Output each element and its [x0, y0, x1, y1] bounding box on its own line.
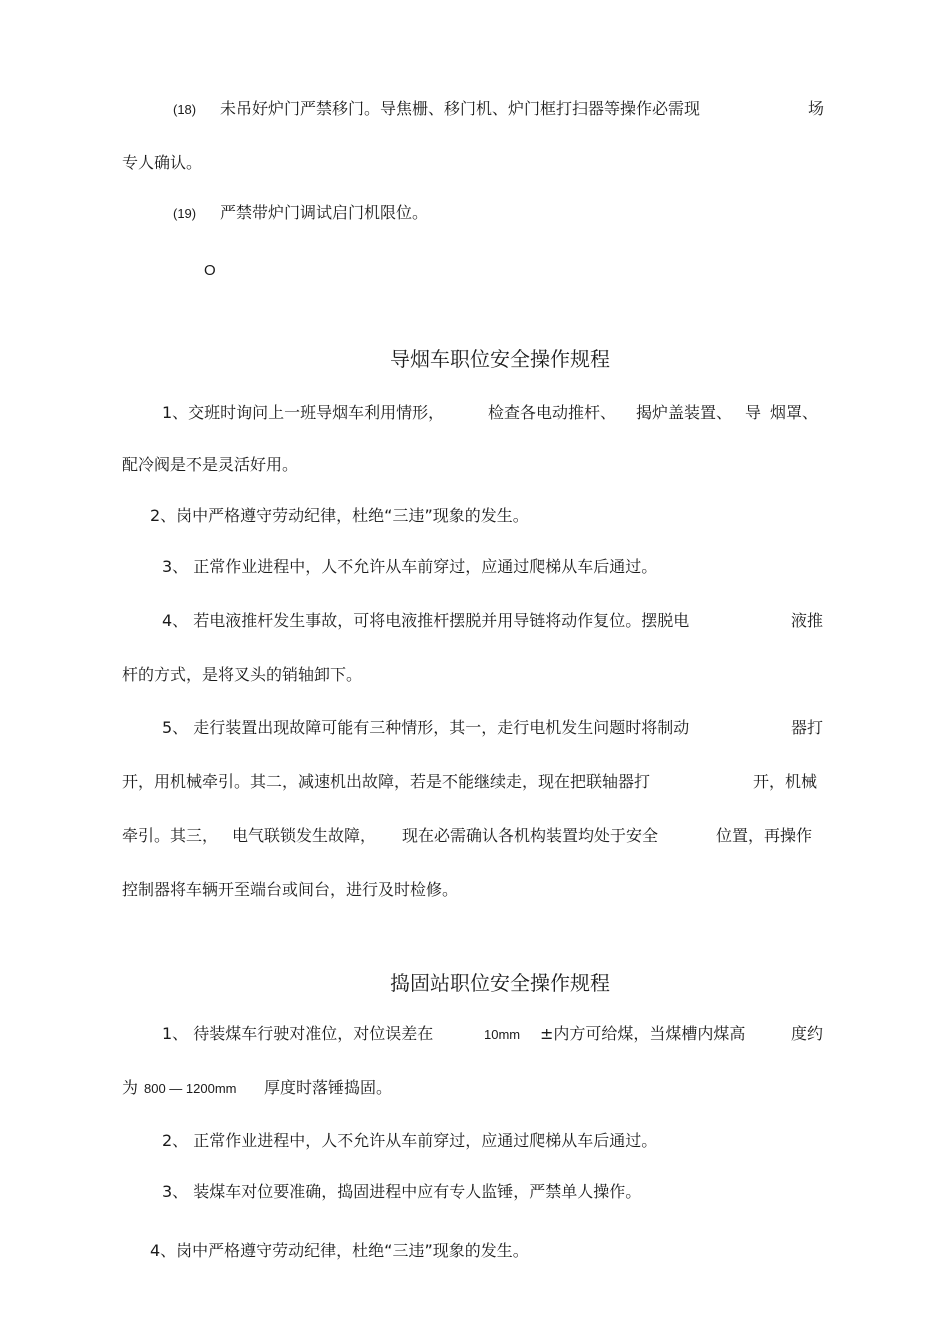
s2-p2: 2、 正常作业进程中，人不允许从车前穿过，应通过爬梯从车后通过。 [162, 1131, 658, 1150]
s2-p1-a: 1、 待装煤车行驶对准位，对位误差在 [162, 1024, 434, 1043]
section1-title: 导烟车职位安全操作规程 [390, 347, 610, 371]
s1-p1-d: 导 [745, 403, 762, 422]
s1-p4-b: 液推 [791, 611, 824, 630]
s1-p3: 3、 正常作业进程中，人不允许从车前穿过，应通过爬梯从车后通过。 [162, 557, 658, 576]
circle-mark: O [204, 262, 216, 279]
item-18-tail: 场 [808, 99, 825, 118]
s2-p1-line2-b: 800 — 1200mm [144, 1081, 237, 1096]
s1-p5-line3-c: 现在必需确认各机构装置均处于安全 [402, 826, 659, 845]
s1-p1-continuation: 配冷阀是不是灵活好用。 [122, 455, 299, 474]
item-19-number: (19) [173, 206, 197, 221]
s1-p5-line4: 控制器将车辆开至端台或间台，进行及时检修。 [122, 880, 459, 899]
s1-p5-b: 器打 [791, 718, 824, 737]
s1-p1-b: 检查各电动推杆、 [488, 403, 617, 422]
item-18-continuation: 专人确认。 [122, 153, 203, 172]
s1-p5-line3-b: 电气联锁发生故障， [232, 826, 377, 845]
s1-p1-c: 揭炉盖装置、 [636, 403, 733, 422]
s2-p3: 3、 装煤车对位要准确，捣固进程中应有专人监锤，严禁单人操作。 [162, 1182, 642, 1201]
s2-p1-line2-c: 厚度时落锤捣固。 [264, 1078, 393, 1097]
s1-p4-continuation: 杆的方式，是将叉头的销轴卸下。 [122, 665, 363, 684]
section2-title: 捣固站职位安全操作规程 [390, 971, 610, 995]
s2-p1-c: ±内方可给煤，当煤槽内煤高 [540, 1024, 746, 1043]
s2-p1-d: 度约 [791, 1024, 824, 1043]
item-19-text: 严禁带炉门调试启门机限位。 [220, 203, 429, 222]
s1-p5-line3-d: 位置，再操作 [716, 826, 813, 845]
s1-p5-line2-a: 开，用机械牵引。其二，减速机出故障，若是不能继续走，现在把联轴器打 [122, 772, 651, 791]
s2-p4: 4、岗中严格遵守劳动纪律，杜绝“三违”现象的发生。 [150, 1241, 529, 1260]
item-18-number: (18) [173, 102, 197, 117]
s1-p2: 2、岗中严格遵守劳动纪律，杜绝“三违”现象的发生。 [150, 506, 529, 525]
s2-p1-line2-a: 为 [122, 1078, 139, 1097]
s1-p4-a: 4、 若电液推杆发生事故，可将电液推杆摆脱并用导链将动作复位。摆脱电 [162, 611, 690, 630]
s1-p1-e: 烟罩、 [770, 403, 819, 422]
item-18-text: 未吊好炉门严禁移门。导焦栅、移门机、炉门框打扫器等操作必需现 [220, 99, 701, 118]
s1-p5-line3-a: 牵引。其三， [122, 826, 219, 845]
s1-p5-a: 5、 走行装置出现故障可能有三种情形，其一，走行电机发生问题时将制动 [162, 718, 690, 737]
s2-p1-b: 10mm [484, 1027, 521, 1042]
s1-p1-a: 1、交班时询问上一班导烟车利用情形， [162, 403, 445, 422]
s1-p5-line2-b: 开，机械 [753, 772, 818, 791]
